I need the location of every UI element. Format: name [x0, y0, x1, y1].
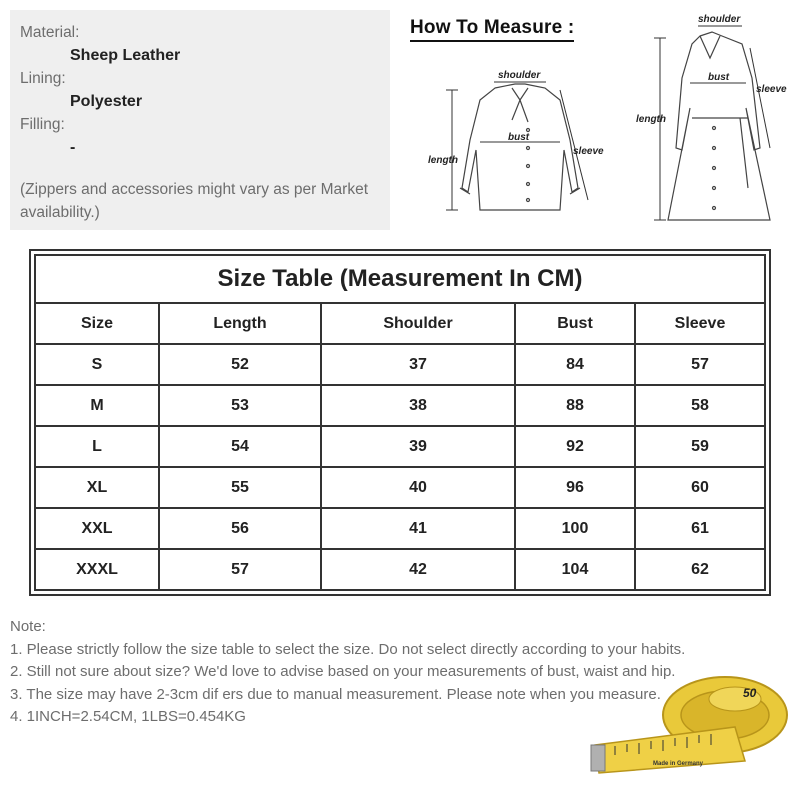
cell-length: 57 [159, 549, 321, 590]
coat-sleeve-label: sleeve [756, 84, 787, 95]
header-size: Size [35, 303, 159, 344]
accessories-note: (Zippers and accessories might vary as per Market availability.) [20, 181, 369, 221]
cell-shoulder: 40 [321, 467, 515, 508]
blouse-length-label: length [428, 155, 458, 166]
cell-sleeve: 57 [635, 344, 765, 385]
cell-sleeve: 60 [635, 467, 765, 508]
cell-length: 53 [159, 385, 321, 426]
cell-size: XXXL [35, 549, 159, 590]
cell-sleeve: 62 [635, 549, 765, 590]
cell-sleeve: 59 [635, 426, 765, 467]
note-item-4: 4. 1INCH=2.54CM, 1LBS=0.454KG [10, 708, 246, 725]
note-item-1: 1. Please strictly follow the size table to select the size. Do not select directly according to your habits. [10, 640, 686, 658]
lining-label: Lining: [20, 70, 66, 87]
size-table-title: Size Table (Measurement In CM) [35, 255, 765, 303]
note-item-3: 3. The size may have 2-3cm dif ers due to manual measurement. Please note when you measure. [10, 685, 661, 703]
cell-shoulder: 38 [321, 385, 515, 426]
table-row [35, 467, 765, 508]
header-length: Length [159, 303, 321, 344]
table-row [35, 385, 765, 426]
material-label: Material: [20, 24, 80, 41]
cell-sleeve: 58 [635, 385, 765, 426]
cell-size: L [35, 426, 159, 467]
notes-heading: Note: [10, 618, 46, 635]
note-item-2: 2. Still not sure about size? We'd love to advise based on your measurements of bust, waist and hip. [10, 663, 676, 680]
header-shoulder: Shoulder [321, 303, 515, 344]
filling-label: Filling: [20, 116, 65, 133]
table-row [35, 426, 765, 467]
coat-length-label: length [636, 114, 666, 125]
cell-bust: 100 [515, 508, 635, 549]
tape-measure-image [585, 665, 795, 790]
table-row [35, 549, 765, 590]
table-header-row [35, 303, 765, 344]
tape-made-in: Made in Germany [653, 761, 704, 767]
cell-bust: 88 [515, 385, 635, 426]
coat-bust-label: bust [708, 72, 730, 83]
cell-bust: 84 [515, 344, 635, 385]
cell-bust: 92 [515, 426, 635, 467]
cell-shoulder: 37 [321, 344, 515, 385]
coat-measure-illustration [630, 8, 795, 233]
table-row [35, 508, 765, 549]
cell-sleeve: 61 [635, 508, 765, 549]
table-title-row [35, 255, 765, 303]
cell-length: 56 [159, 508, 321, 549]
cell-shoulder: 42 [321, 549, 515, 590]
table-row [35, 344, 765, 385]
tape-number: 50 [743, 686, 757, 700]
blouse-sleeve-label: sleeve [573, 146, 604, 157]
cell-bust: 96 [515, 467, 635, 508]
cell-length: 55 [159, 467, 321, 508]
coat-shoulder-label: shoulder [698, 14, 741, 25]
lining-value: Polyester [70, 93, 143, 110]
header-bust: Bust [515, 303, 635, 344]
filling-value: - [70, 139, 76, 156]
cell-size: S [35, 344, 159, 385]
how-to-measure-title: How To Measure : [410, 17, 574, 42]
cell-length: 54 [159, 426, 321, 467]
cell-length: 52 [159, 344, 321, 385]
cell-size: XL [35, 467, 159, 508]
size-table [34, 254, 766, 591]
blouse-bust-label: bust [508, 132, 530, 143]
cell-bust: 104 [515, 549, 635, 590]
size-table-frame [29, 249, 771, 596]
material-value: Sheep Leather [70, 47, 181, 64]
blouse-measure-illustration [420, 60, 620, 230]
cell-shoulder: 39 [321, 426, 515, 467]
cell-size: M [35, 385, 159, 426]
material-info-box [10, 10, 390, 230]
cell-size: XXL [35, 508, 159, 549]
cell-shoulder: 41 [321, 508, 515, 549]
blouse-shoulder-label: shoulder [498, 70, 541, 81]
header-sleeve: Sleeve [635, 303, 765, 344]
